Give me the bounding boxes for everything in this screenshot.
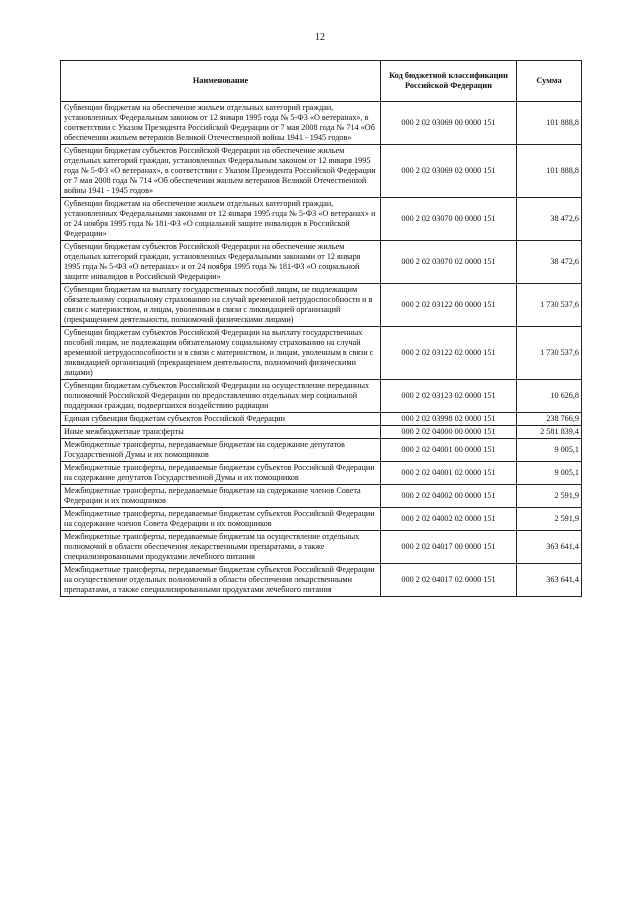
table-row [61, 439, 582, 462]
row-code: 000 2 02 03070 02 0000 151 [381, 241, 517, 284]
row-sum: 38 472,6 [517, 198, 582, 241]
row-code: 000 2 02 04001 00 0000 151 [381, 439, 517, 462]
row-code: 000 2 02 03123 02 0000 151 [381, 380, 517, 413]
row-name: Межбюджетные трансферты, передаваемые бюджетам субъектов Российской Федерации на содержание членов Совета Федерации и их помощников [61, 508, 381, 531]
row-code: 000 2 02 04017 00 0000 151 [381, 531, 517, 564]
row-code: 000 2 02 04017 02 0000 151 [381, 564, 517, 597]
table-row [61, 198, 582, 241]
row-name: Межбюджетные трансферты, передаваемые бюджетам на содержание членов Совета Федерации и их помощников [61, 485, 381, 508]
row-sum: 1 730 537,6 [517, 327, 582, 380]
row-sum: 2 581 839,4 [517, 426, 582, 439]
header-sum: Сумма [517, 61, 582, 102]
row-code: 000 2 02 03122 00 0000 151 [381, 284, 517, 327]
row-code: 000 2 02 03122 02 0000 151 [381, 327, 517, 380]
row-sum: 101 888,8 [517, 145, 582, 198]
table-row [61, 284, 582, 327]
row-code: 000 2 02 03070 00 0000 151 [381, 198, 517, 241]
row-name: Субвенции бюджетам субъектов Российской Федерации на обеспечение жильем отдельных категорий граждан, установленных Федеральными законами от 12 января 1995 года № 5-ФЗ «О ветеранах» и от 24 ноября 1995 года № 181-ФЗ «О социальной защите инвалидов в Российской Федерации» [61, 241, 381, 284]
table-row [61, 564, 582, 597]
row-code: 000 2 02 03998 02 0000 151 [381, 413, 517, 426]
row-sum: 1 730 537,6 [517, 284, 582, 327]
budget-table [60, 60, 582, 597]
table-row [61, 380, 582, 413]
table-row [61, 145, 582, 198]
row-code: 000 2 02 04002 00 0000 151 [381, 485, 517, 508]
table-row [61, 102, 582, 145]
row-sum: 101 888,8 [517, 102, 582, 145]
page-number: 12 [315, 32, 325, 43]
row-name: Субвенции бюджетам на обеспечение жильем отдельных категорий граждан, установленных Федеральными законами от 12 января 1995 года № 5-ФЗ «О ветеранах» и от 24 ноября 1995 года № 181-ФЗ «О социальной защите инвалидов в Российской Федерации» [61, 198, 381, 241]
row-sum: 363 641,4 [517, 564, 582, 597]
table-row [61, 508, 582, 531]
row-name: Единая субвенция бюджетам субъектов Российской Федерации [61, 413, 381, 426]
row-name: Межбюджетные трансферты, передаваемые бюджетам субъектов Российской Федерации на содержание депутатов Государственной Думы и их помощников [61, 462, 381, 485]
row-sum: 9 005,1 [517, 462, 582, 485]
row-name: Иные межбюджетные трансферты [61, 426, 381, 439]
row-sum: 10 626,8 [517, 380, 582, 413]
table-header-row [61, 61, 582, 102]
row-name: Межбюджетные трансферты, передаваемые бюджетам на осуществление отдельных полномочий в области обеспечения лекарственными препаратами, а также специализированными продуктами лечебного питания [61, 531, 381, 564]
table-row [61, 531, 582, 564]
table-row [61, 413, 582, 426]
row-sum: 2 591,9 [517, 485, 582, 508]
row-name: Субвенции бюджетам на обеспечение жильем отдельных категорий граждан, установленных Федеральным законом от 12 января 1995 года № 5-ФЗ «О ветеранах», в соответствии с Указом Президента Российской Федерации от 7 мая 2008 года № 714 «Об обеспечении жильем ветеранов Великой Отечественной войны 1941 - 1945 годов» [61, 102, 381, 145]
table-row [61, 327, 582, 380]
row-code: 000 2 02 03069 00 0000 151 [381, 102, 517, 145]
table-row [61, 426, 582, 439]
header-name: Наименование [61, 61, 381, 102]
row-name: Межбюджетные трансферты, передаваемые бюджетам субъектов Российской Федерации на осуществление отдельных полномочий в области обеспечения лекарственными препаратами, а также специализированными продуктами лечебного питания [61, 564, 381, 597]
header-code: Код бюджетной классификации Российской Федерации [381, 61, 517, 102]
row-sum: 363 641,4 [517, 531, 582, 564]
row-name: Межбюджетные трансферты, передаваемые бюджетам на содержание депутатов Государственной Думы и их помощников [61, 439, 381, 462]
row-name: Субвенции бюджетам на выплату государственных пособий лицам, не подлежащим обязательному социальному страхованию на случай временной нетрудоспособности и в связи с материнством, и лицам, уволенным в связи с ликвидацией организаций (прекращением деятельности, полномочий физическими лицами) [61, 284, 381, 327]
row-sum: 2 591,9 [517, 508, 582, 531]
row-name: Субвенции бюджетам субъектов Российской Федерации на обеспечение жильем отдельных категорий граждан, установленных Федеральным законом от 12 января 1995 года № 5-ФЗ «О ветеранах», в соответствии с Указом Президента Российской Федерации от 7 мая 2008 года № 714 «Об обеспечении жильем ветеранов Великой Отечественной войны 1941 - 1945 годов» [61, 145, 381, 198]
row-sum: 238 766,9 [517, 413, 582, 426]
row-name: Субвенции бюджетам субъектов Российской Федерации на выплату государственных пособий лицам, не подлежащим обязательному социальному страхованию на случай временной нетрудоспособности и в связи с материнством, и лицам, уволенным в связи с ликвидацией организаций (прекращением деятельности, полномочий физическими лицами) [61, 327, 381, 380]
row-code: 000 2 02 04000 00 0000 151 [381, 426, 517, 439]
row-code: 000 2 02 04002 02 0000 151 [381, 508, 517, 531]
table-row [61, 485, 582, 508]
table-row [61, 241, 582, 284]
table-row [61, 462, 582, 485]
row-sum: 38 472,6 [517, 241, 582, 284]
row-code: 000 2 02 03069 02 0000 151 [381, 145, 517, 198]
row-name: Субвенции бюджетам субъектов Российской Федерации на осуществление переданных полномочий Российской Федерации по предоставлению отдельных мер социальной поддержки граждан, подвергшихся воздействию радиации [61, 380, 381, 413]
row-code: 000 2 02 04001 02 0000 151 [381, 462, 517, 485]
row-sum: 9 005,1 [517, 439, 582, 462]
table-body [61, 102, 582, 597]
